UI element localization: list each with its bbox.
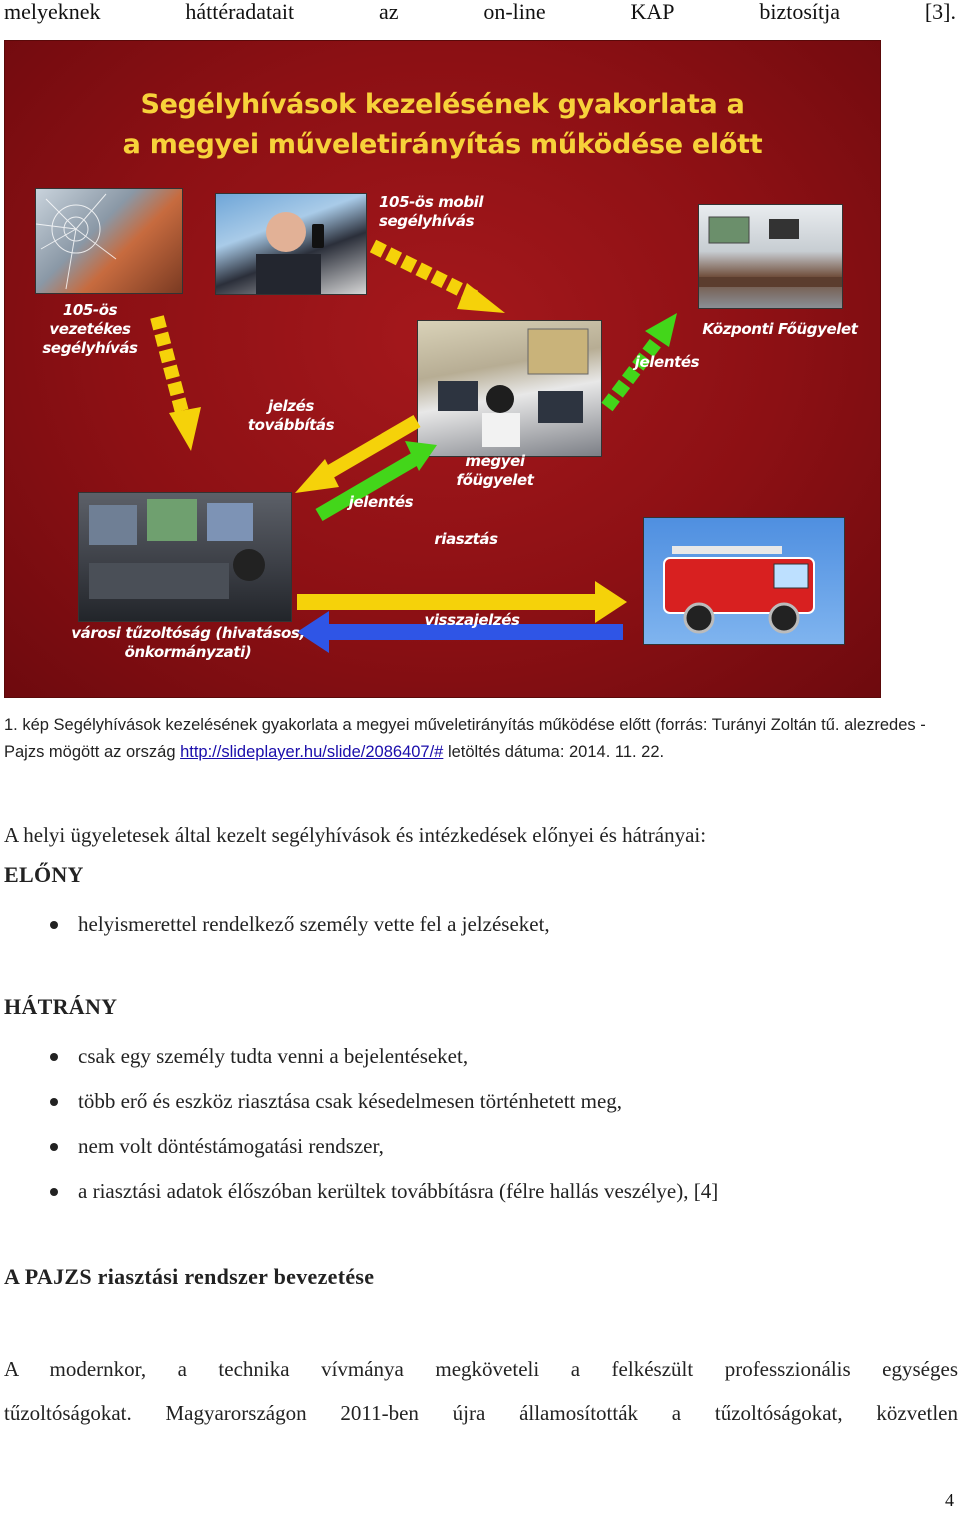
top-text-line [4, 0, 960, 26]
intro-sentence: A helyi ügyeletesek által kezelt segélyhívások és intézkedések előnyei és hátrányai: [4, 823, 707, 847]
word: KAP [630, 0, 675, 24]
paragraph-line-1: A modernkor, a technika vívmánya megköveteli a felkészült professzionális egységes [4, 1357, 958, 1381]
list-item: nem volt döntéstámogatási rendszer, [4, 1124, 954, 1169]
advantage-list [4, 902, 954, 947]
yellow-arrow-wired [157, 317, 201, 451]
label-report-right: jelentés [634, 353, 700, 371]
word: on-line [483, 0, 546, 24]
page-number: 4 [945, 1490, 954, 1510]
caption-suffix: letöltés dátuma: 2014. 11. 22. [443, 743, 665, 761]
list-item: több erő és eszköz riasztása csak késedelmesen történhetett meg, [4, 1079, 954, 1124]
word: melyeknek [4, 0, 101, 24]
word: biztosítja [759, 0, 840, 24]
slide-image [4, 40, 881, 698]
label-forward: jelzés továbbítás [247, 397, 335, 434]
label-alarm: riasztás [434, 530, 498, 548]
advantage-heading: ELŐNY [4, 862, 84, 887]
slide-title-line-1: Segélyhívások kezelésének gyakorlata a [140, 89, 745, 120]
word: háttéradatait [185, 0, 295, 24]
label-county: megyei főügyelet [456, 452, 534, 489]
slide-title-line-2: a megyei műveletirányítás működése előtt [122, 129, 763, 160]
label-report-left: jelentés [348, 493, 414, 511]
arrow-layer [5, 41, 880, 697]
paragraph [4, 1347, 958, 1435]
disadvantage-heading: HÁTRÁNY [4, 994, 118, 1019]
list-item: helyismerettel rendelkező személy vette fel a jelzéseket, [4, 902, 954, 947]
word: [3]. [924, 0, 956, 24]
label-wired-call: 105-ös vezetékes segélyhívás [42, 301, 138, 357]
label-feedback: visszajelzés [424, 611, 520, 629]
label-mobile-call: 105-ös mobil segélyhívás [379, 193, 484, 230]
label-central: Központi Főügyelet [702, 320, 858, 338]
label-city-fire: városi tűzoltóság (hivatásos, önkormányzati) [71, 624, 305, 661]
caption-text: 1. kép Segélyhívások kezelésének gyakorlata a megyei műveletirányítás működése előtt (forrás: Turányi Zoltán tű. alezredes - Pajzs mögött az ország [4, 716, 926, 761]
caption-link[interactable]: http://slideplayer.hu/slide/2086407/# [180, 743, 444, 761]
word: az [378, 0, 399, 24]
paragraph-line-2: tűzoltóságokat. Magyarországon 2011-ben újra államosították a tűzoltóságokat, közvetlen [4, 1401, 958, 1425]
disadvantage-list [4, 1034, 954, 1214]
yellow-arrow-mobile [373, 246, 505, 313]
figure-caption [4, 712, 956, 766]
list-item: a riasztási adatok élőszóban kerültek továbbításra (félre hallás veszélye), [4] [4, 1169, 954, 1214]
section-heading: A PAJZS riasztási rendszer bevezetése [4, 1264, 375, 1289]
list-item: csak egy személy tudta venni a bejelentéseket, [4, 1034, 954, 1079]
